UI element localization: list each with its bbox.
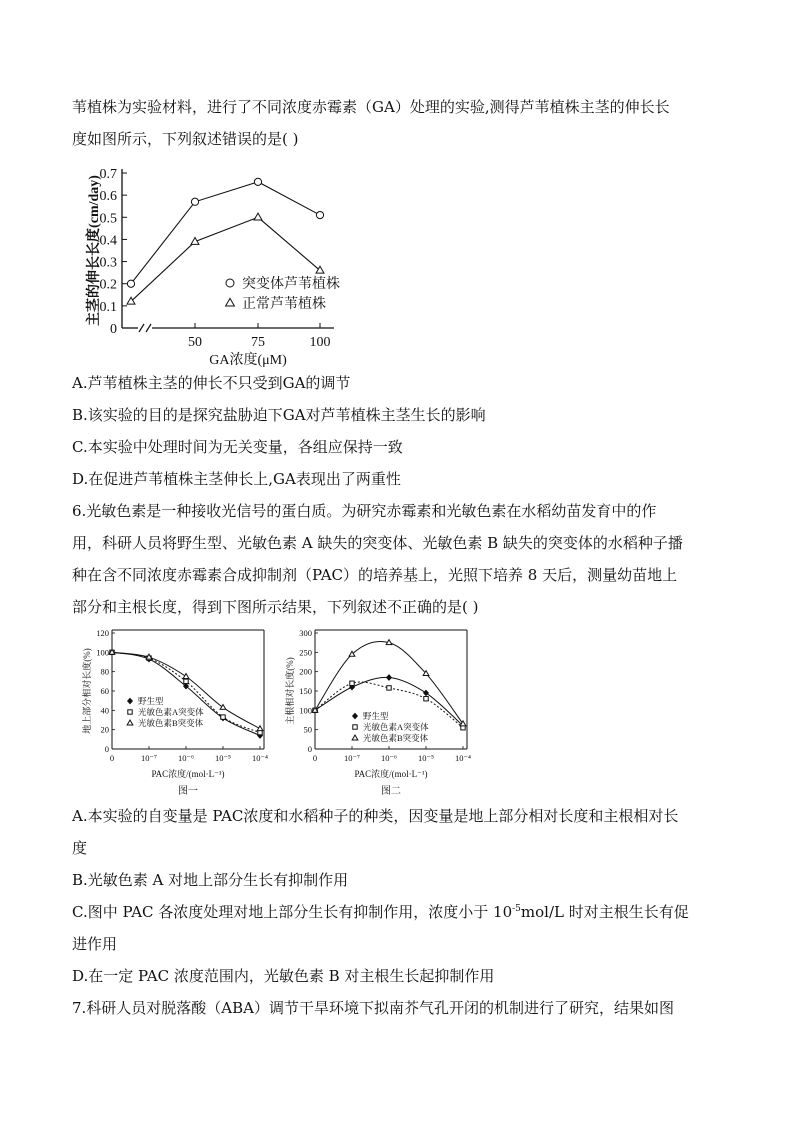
x-tick-label: 10⁻⁵	[215, 753, 231, 763]
q6-option-c-exponent: -5	[512, 904, 521, 914]
x-tick-label: 10⁻⁶	[178, 753, 194, 763]
legend-marker	[128, 698, 133, 703]
legend-label: 正常芦苇植株	[242, 297, 326, 312]
q6-option-b: B.光敏色素 A 对地上部分生长有抑制作用	[72, 871, 349, 889]
x-tick-label: 50	[188, 335, 202, 350]
data-point	[184, 679, 188, 683]
data-point	[424, 690, 429, 695]
q5-option-a: A.芦苇植株主茎的伸长不只受到GA的调节	[72, 374, 351, 392]
legend-label: 光敏色素B突变体	[138, 718, 204, 728]
y-axis-label: 地上部分相对长度(%)	[82, 648, 92, 734]
y-tick-label: 60	[100, 686, 109, 696]
legend-label: 光敏色素B突变体	[363, 733, 429, 743]
q6-option-c-line-2: 进作用	[72, 935, 118, 953]
figure-caption: 图二	[381, 786, 401, 797]
series-curve-0	[315, 677, 463, 725]
q6-option-c-text-b: mol/L 时对主根生长有促	[520, 903, 689, 921]
q7-stem-line-1: 7.科研人员对脱落酸（ABA）调节干旱环境下拟南芥气孔开闭的机制进行了研究，结果如图	[72, 999, 675, 1017]
legend-label: 突变体芦苇植株	[242, 277, 340, 292]
y-tick-label: 0.4	[99, 233, 117, 249]
axis-break-mark	[139, 324, 151, 332]
x-tick-label: 0	[312, 753, 318, 763]
x-tick-label: 10⁻⁶	[381, 753, 397, 763]
y-tick-label: 100	[96, 647, 109, 658]
q5-option-d: D.在促进芦苇植株主茎伸长上,GA表现出了两重性	[72, 470, 401, 488]
legend-label: 光敏色素A突变体	[138, 707, 204, 717]
y-axis-label: 主根相对长度(%)	[285, 657, 295, 725]
legend-label: 光敏色素A突变体	[363, 722, 429, 732]
y-tick-label: 40	[100, 705, 109, 716]
data-point	[127, 280, 134, 287]
q6-option-d: D.在一定 PAC 浓度范围内，光敏色素 B 对主根生长起抑制作用	[72, 967, 495, 985]
data-point	[316, 211, 323, 218]
q5-option-c: C.本实验中处理时间为无关变量，各组应保持一致	[72, 438, 403, 456]
series-line-0	[131, 182, 320, 284]
legend-marker	[352, 735, 358, 740]
y-tick-label: 0	[110, 322, 117, 337]
x-tick-label: 75	[251, 335, 265, 350]
legend-label: 野生型	[363, 711, 389, 721]
legend-label: 野生型	[138, 696, 164, 706]
data-point	[254, 213, 262, 220]
data-point	[387, 686, 391, 690]
data-point	[254, 178, 261, 185]
x-axis-label: PAC浓度/(mol·L⁻¹)	[354, 769, 428, 779]
data-point	[387, 675, 392, 680]
data-point	[183, 674, 189, 679]
y-tick-label: 0.7	[99, 167, 117, 182]
data-point	[316, 266, 324, 273]
y-tick-label: 0.6	[99, 189, 117, 205]
q6-option-a-line-1: A.本实验的自变量是 PAC浓度和水稻种子的种类，因变量是地上部分相对长度和主根相对长	[72, 807, 679, 825]
x-tick-label: 100	[309, 335, 331, 350]
y-tick-label: 0	[104, 744, 109, 754]
q5-stem-line-2: 度如图所示，下列叙述错误的是( )	[72, 130, 299, 148]
x-tick-label: 0	[109, 753, 115, 763]
y-tick-label: 50	[303, 724, 312, 735]
y-tick-label: 0.2	[99, 277, 117, 293]
x-tick-label: 10⁻⁵	[418, 753, 434, 763]
x-tick-label: 10⁻⁴	[252, 753, 268, 763]
data-point	[350, 681, 354, 685]
shoot-length-chart	[72, 622, 282, 797]
x-axis-label: PAC浓度/(mol·L⁻¹)	[151, 769, 225, 779]
data-point	[424, 697, 428, 701]
legend-marker	[353, 713, 358, 718]
q6-stem-line-4: 部分和主根长度，得到下图所示结果，下列叙述不正确的是( )	[72, 598, 479, 616]
x-tick-label: 10⁻⁷	[344, 753, 360, 763]
y-tick-label: 0	[307, 744, 312, 754]
legend-marker	[353, 725, 357, 729]
data-point	[257, 726, 263, 731]
data-point	[386, 640, 392, 645]
x-axis-label: GA浓度(μM)	[209, 353, 287, 368]
legend-marker	[226, 298, 235, 306]
y-tick-label: 120	[96, 628, 109, 638]
y-tick-label: 200	[299, 666, 312, 677]
q6-option-c-line-1	[72, 902, 732, 922]
root-length-chart	[275, 622, 485, 797]
x-tick-label: 10⁻⁷	[141, 753, 157, 763]
data-point	[191, 198, 198, 205]
series-curve-2	[315, 642, 463, 724]
q6-stem-line-1: 6.光敏色素是一种接收光信号的蛋白质。为研究赤霉素和光敏色素在水稻幼苗发育中的作	[72, 502, 657, 520]
q5-stem-line-1: 苇植株为实验材料，进行了不同浓度赤霉素（GA）处理的实验,测得芦苇植株主茎的伸长长	[72, 98, 670, 116]
y-axis-label: 主茎的伸长长度(cm/day)	[87, 175, 102, 326]
y-tick-label: 250	[299, 647, 312, 658]
y-tick-label: 0.3	[99, 255, 117, 271]
y-tick-label: 0.1	[99, 299, 117, 315]
legend-marker	[226, 279, 234, 287]
y-tick-label: 0.5	[99, 211, 117, 227]
y-tick-label: 300	[299, 628, 312, 638]
q6-stem-line-2: 用，科研人员将野生型、光敏色素 A 缺失的突变体、光敏色素 B 缺失的突变体的水稻种子播	[72, 534, 683, 552]
data-point	[220, 704, 226, 709]
y-tick-label: 80	[100, 666, 109, 677]
q6-option-c-text-a: C.图中 PAC 各浓度处理对地上部分生长有抑制作用，浓度小于 10	[72, 903, 513, 921]
data-point	[146, 654, 152, 659]
figure-caption: 图一	[178, 786, 198, 797]
y-tick-label: 20	[100, 724, 109, 735]
q6-stem-line-3: 种在含不同浓度赤霉素合成抑制剂（PAC）的培养基上，光照下培养 8 天后，测量幼苗地上	[72, 566, 678, 584]
data-point	[221, 715, 225, 719]
ga-elongation-chart	[72, 160, 372, 368]
legend-marker	[128, 710, 132, 714]
y-tick-label: 100	[299, 705, 312, 716]
q6-option-a-line-2: 度	[72, 839, 88, 857]
y-tick-label: 150	[299, 686, 312, 696]
x-tick-label: 10⁻⁴	[455, 753, 471, 763]
q5-option-b: B.该实验的目的是探究盐胁迫下GA对芦苇植株主茎生长的影响	[72, 406, 486, 424]
legend-marker	[127, 720, 133, 725]
